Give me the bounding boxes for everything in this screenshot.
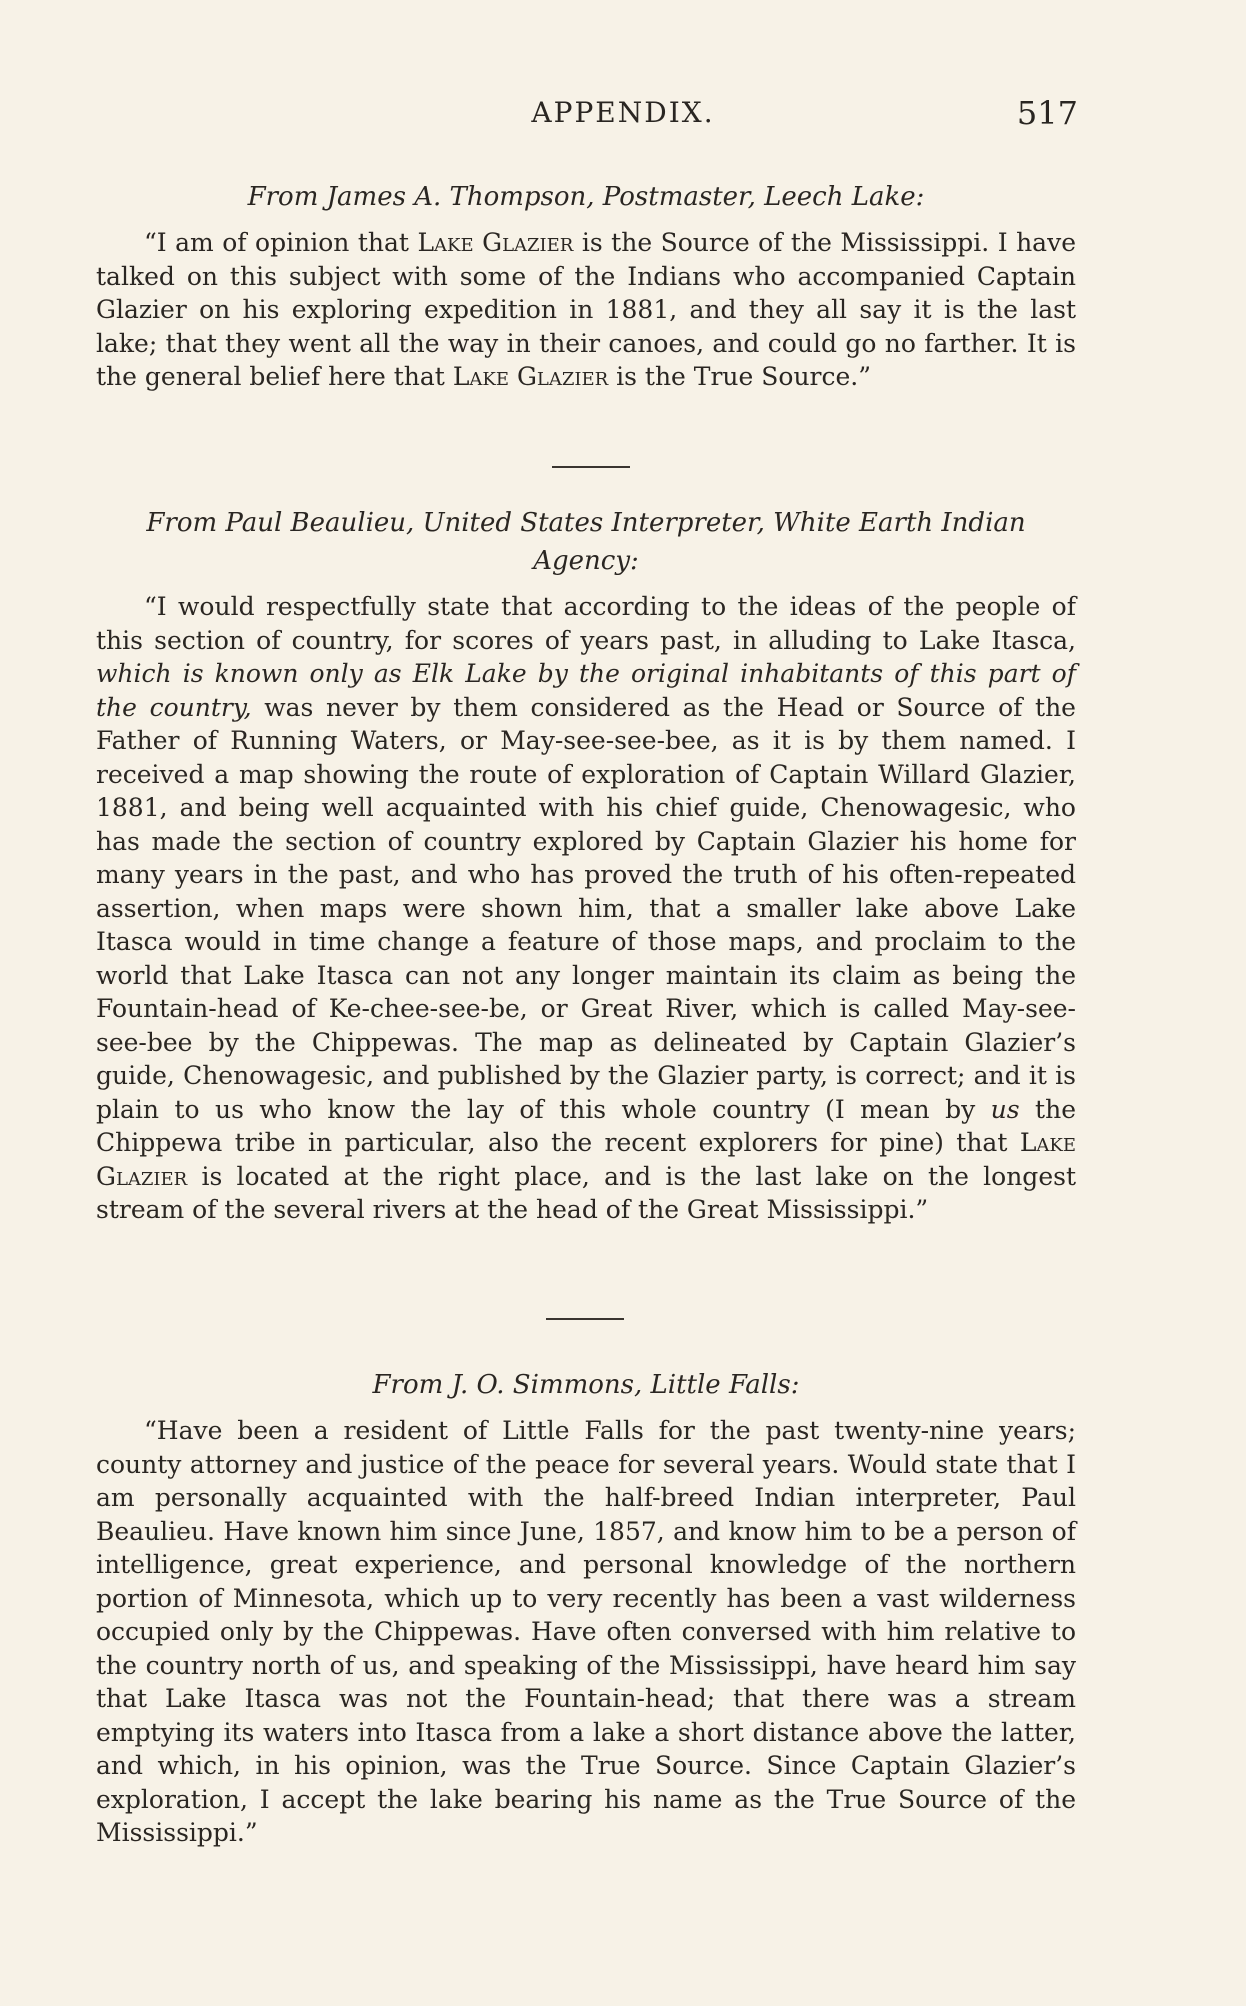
letter-body: “Have been a resident of Little Falls for the past twenty-nine years; county attorney and justice of the peace for several years. Would state that I am personally acquainted with the half-breed Indian interpreter, Paul Beaulieu. Have known him since June, 1857, and know him to be a person of intelligence, great experience, and personal knowledge of the northern portion of Minnesota, which up to very recently has been a vast wilderness occupied only by the Chippewas. Have often conversed with him relative to the country north of us, and speaking of the Mississippi, have heard him say that Lake Itasca was not the Fountain-head; that there was a stream emptying its waters into Itasca from a lake a short distance above the latter, and which, in his opinion, was the True Source. Since Captain Glazier’s exploration, I accept the lake bearing his name as the True Source of the Mississippi.” bbox=[96, 1416, 1076, 1847]
text-run: the Chippewa tribe in particular, also the recent explorers for pine) that bbox=[96, 1094, 1076, 1157]
text-run: “I would respectfully state that according to the ideas of the people of this section of country, for scores of years past, in alluding to Lake Itasca, bbox=[96, 592, 1076, 655]
letter-body bbox=[96, 590, 1076, 1227]
letter-simmons bbox=[96, 1366, 1076, 1850]
text-run: “I am of opinion that bbox=[144, 228, 418, 257]
source-line: From Paul Beaulieu, United States Interpreter, White Earth Indian Agency: bbox=[146, 508, 1026, 576]
source-line: From J. O. Simmons, Little Falls: bbox=[372, 1370, 800, 1400]
section-divider bbox=[552, 466, 630, 468]
page-header bbox=[0, 96, 1246, 136]
section-divider bbox=[546, 1318, 624, 1320]
italic-run: which is known only as Elk Lake by the original inhabitants of this part of the country, bbox=[96, 659, 1076, 722]
page-number: 517 bbox=[1016, 94, 1078, 132]
text-run: is the True Source.” bbox=[608, 362, 872, 391]
text-run: is located at the right place, and is the last lake on the longest stream of the several rivers at the head of the Great Mississippi.” bbox=[96, 1161, 1076, 1224]
small-caps-run: Lake Glazier bbox=[452, 362, 609, 391]
letter-thompson bbox=[96, 178, 1076, 394]
text-run: is the Source of the Mississippi. I have talked on this subject with some of the Indians who accompanied Captain Glazier on his exploring expedition in 1881, and they all say it is the last lake; that they went all the way in their canoes, and could go no farther. It is the general belief here that bbox=[96, 228, 1076, 391]
running-head: APPENDIX. bbox=[531, 96, 715, 129]
letter-body bbox=[96, 226, 1076, 394]
italic-run: us bbox=[990, 1094, 1020, 1124]
letter-beaulieu bbox=[96, 504, 1076, 1227]
small-caps-run: Lake Glazier bbox=[96, 1128, 1076, 1191]
source-line: From James A. Thompson, Postmaster, Leech Lake: bbox=[247, 182, 925, 212]
text-run: was never by them considered as the Head or Source of the Father of Running Waters, or May-see-see-bee, as it is by them named. I received a map showing the route of exploration of Captain Willard Glazier, 1881, and being well acquainted with his chief guide, Chenowagesic, who has made the section of country explored by Captain Glazier his home for many years in the past, and who has proved the truth of his often-repeated assertion, when maps were shown him, that a smaller lake above Lake Itasca would in time change a feature of those maps, and proclaim to the world that Lake Itasca can not any longer maintain its claim as being the Fountain-head of Ke-chee-see-be, or Great River, which is called May-see-see-bee by the Chippewas. The map as delineated by Captain Glazier’s guide, Chenowagesic, and published by the Glazier party, is correct; and it is plain to us who know the lay of this whole country (I mean by bbox=[96, 692, 1076, 1124]
small-caps-run: Lake Glazier bbox=[417, 228, 574, 257]
